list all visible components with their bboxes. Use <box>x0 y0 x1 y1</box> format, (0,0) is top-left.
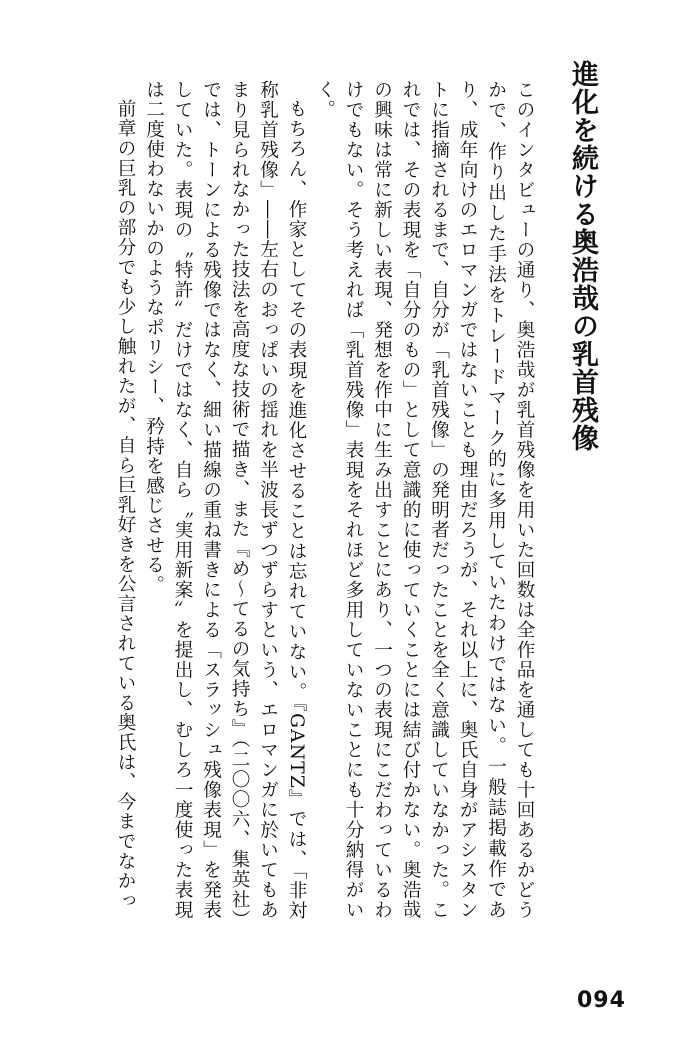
paragraph-1: このインタビューの通り、奥浩哉が乳首残像を用いた回数は全作品を通しても十回あるかどうかで、作り出した手法をトレードマーク的に多用していたわけではない。一般誌掲載作であり、成年向けのエロマンガではないことも理由だろうが、それ以上に、奥氏自身がアシスタントに指摘されるまで、自分が「乳首残像」の発明者だったことを全く意識していなかった。これでは、その表現を「自分のもの」として意識的に使っていくことには結び付かない。奥浩哉の興味は常に新しい表現、発想を作中に生み出すことにあり、一つの表現にこだわっているわけでもない。そう考えれば「乳首残像」表現をそれほど多用していないことにも十分納得がいく。 <box>314 80 535 920</box>
section-heading: 進化を続ける奥浩哉の乳首残像 <box>567 60 598 452</box>
paragraph-3: 前章の巨乳の部分でも少し触れたが、自ら巨乳好きを公言されている奥氏は、今までなかっ <box>115 98 136 911</box>
paragraph-2: もちろん、作家としてその表現を進化させることは忘れていない。『GANTZ』では、「非対称乳首残像」――左右のおっぱいの揺れを半波長ずつずらすという、エロマンガに於いてもあまり見られなかった技法を高度な技術で描き、また『め～てるの気持ち』（二〇〇六、集英社）では、トーンによる残像ではなく、細い描線の重ね書きによる「スラッシュ残像表現」を発表していた。表現の〝特許〟だけではなく、自ら〝実用新案〟を提出し、むしろ一度使った表現は二度使わないかのようなポリシー、矜持を感じさせる。 <box>143 80 307 920</box>
page-number: 094 <box>577 988 626 1013</box>
body-text <box>82 80 538 920</box>
